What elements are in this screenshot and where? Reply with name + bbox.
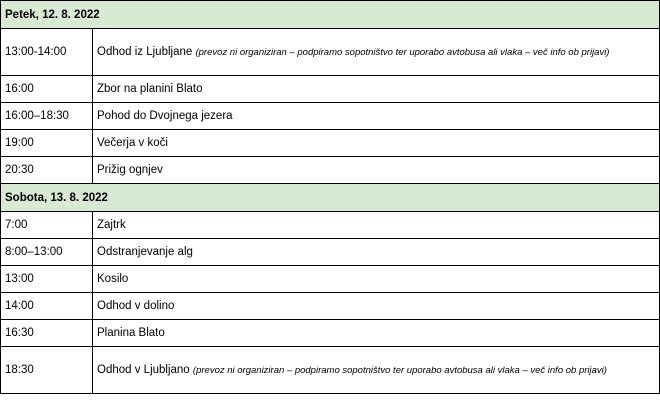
activity-text: Odhod iz Ljubljane: [97, 46, 193, 58]
activity-cell: Kosilo: [93, 266, 660, 293]
activity-cell: Prižig ognjev: [93, 157, 660, 184]
transport-note: (prevoz ni organiziran – podpiramo sopotništvo ter uporabo avtobusa ali vlaka – več info ob prijavi): [192, 365, 607, 376]
activity-cell: Zbor na planini Blato: [93, 76, 660, 103]
time-cell: 7:00: [1, 212, 93, 239]
day-title: Petek, 12. 8. 2022: [1, 1, 660, 29]
day-header: [1, 1, 660, 29]
activity-cell: Večerja v koči: [93, 130, 660, 157]
time-cell: 16:30: [1, 320, 93, 347]
time-cell: 19:00: [1, 130, 93, 157]
activity-cell: Zajtrk: [93, 212, 660, 239]
day-header: [1, 184, 660, 212]
activity-cell: [93, 347, 660, 394]
schedule-row: [1, 130, 660, 157]
schedule-row: [1, 293, 660, 320]
schedule-row: [1, 320, 660, 347]
schedule-row: [1, 212, 660, 239]
schedule-row: [1, 239, 660, 266]
time-cell: 14:00: [1, 293, 93, 320]
activity-cell: [93, 29, 660, 76]
schedule-row: [1, 103, 660, 130]
time-cell: 20:30: [1, 157, 93, 184]
day-title: Sobota, 13. 8. 2022: [1, 184, 660, 212]
activity-cell: Pohod do Dvojnega jezera: [93, 103, 660, 130]
time-cell: 16:00: [1, 76, 93, 103]
activity-cell: Planina Blato: [93, 320, 660, 347]
schedule-row: [1, 157, 660, 184]
activity-cell: Odstranjevanje alg: [93, 239, 660, 266]
time-cell: 18:30: [1, 347, 93, 394]
time-cell: 16:00–18:30: [1, 103, 93, 130]
schedule-row: [1, 266, 660, 293]
schedule-row: [1, 29, 660, 76]
schedule-row: [1, 76, 660, 103]
activity-cell: Odhod v dolino: [93, 293, 660, 320]
time-cell: 13:00-14:00: [1, 29, 93, 76]
transport-note: (prevoz ni organiziran – podpiramo sopotništvo ter uporabo avtobusa ali vlaka – več info ob prijavi): [195, 47, 610, 58]
schedule-row: [1, 347, 660, 394]
time-cell: 13:00: [1, 266, 93, 293]
time-cell: 8:00–13:00: [1, 239, 93, 266]
activity-text: Odhod v Ljubljano: [97, 364, 190, 376]
